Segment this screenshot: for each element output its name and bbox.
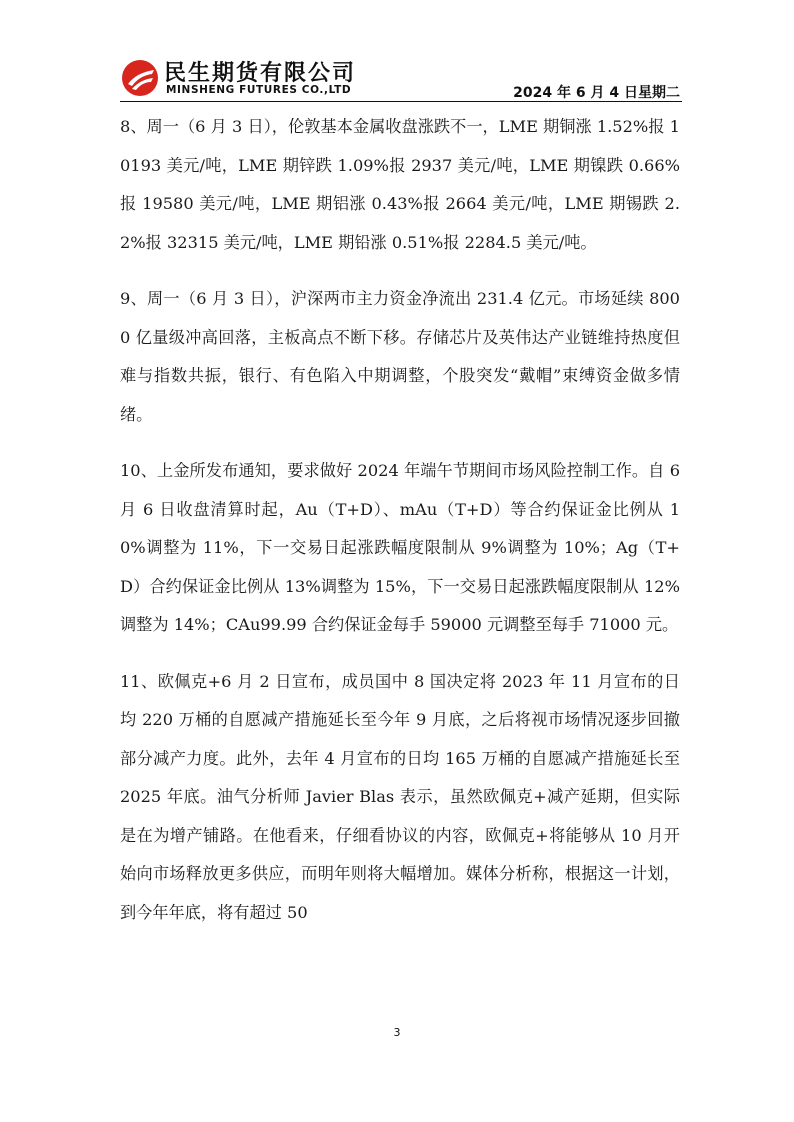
news-item-8: 8、周一（6 月 3 日），伦敦基本金属收盘涨跌不一，LME 期铜涨 1.52%报 10193 美元/吨，LME 期锌跌 1.09%报 2937 美元/吨，LME 期镍跌 0.66%报 19580 美元/吨，LME 期铝涨 0.43%报 2664 美元/吨，LME 期锡跌 2.2%报 32315 美元/吨，LME 期铅涨 0.51%报 2284.5 美元/吨。 [120, 117, 680, 252]
page-header [120, 52, 680, 102]
news-item-10: 10、上金所发布通知，要求做好 2024 年端午节期间市场风险控制工作。自 6 月 6 日收盘清算时起，Au（T+D）、mAu（T+D）等合约保证金比例从 10%调整为 11%，下一交易日起涨跌幅度限制从 9%调整为 10%；Ag（T+D）合约保证金比例从 13%调整为 15%，下一交易日起涨跌幅度限制从 12%调整为 14%；CAu99.99 合约保证金每手 59000 元调整至每手 71000 元。 [120, 461, 680, 634]
company-name-en: MINSHENG FUTURES CO.,LTD [166, 84, 352, 96]
company-name-cn: 民生期货有限公司 [164, 61, 357, 86]
minsheng-logo-icon [120, 58, 160, 98]
report-date: 2024 年 6 月 4 日星期二 [513, 85, 680, 101]
news-item-11: 11、欧佩克+6 月 2 日宣布，成员国中 8 国决定将 2023 年 11 月宣布的日均 220 万桶的自愿减产措施延长至今年 9 月底，之后将视市场情况逐步回撤部分减产力度。此外，去年 4 月宣布的日均 165 万桶的自愿减产措施延长至 2025 年底。油气分析师 Javier Blas 表示，虽然欧佩克+减产延期，但实际是在为增产铺路。在他看来，仔细看协议的内容，欧佩克+将能够从 10 月开始向市场释放更多供应，而明年则将大幅增加。媒体分析称，根据这一计划，到今年年底，将有超过 50 [120, 671, 680, 922]
report-body [120, 108, 680, 950]
news-item-9: 9、周一（6 月 3 日），沪深两市主力资金净流出 231.4 亿元。市场延续 8000 亿量级冲高回落，主板高点不断下移。存储芯片及英伟达产业链维持热度但难与指数共振，银行、有色陷入中期调整，个股突发“戴帽”束缚资金做多情绪。 [120, 289, 680, 424]
page-number: 3 [393, 1026, 401, 1039]
header-divider [120, 101, 682, 102]
